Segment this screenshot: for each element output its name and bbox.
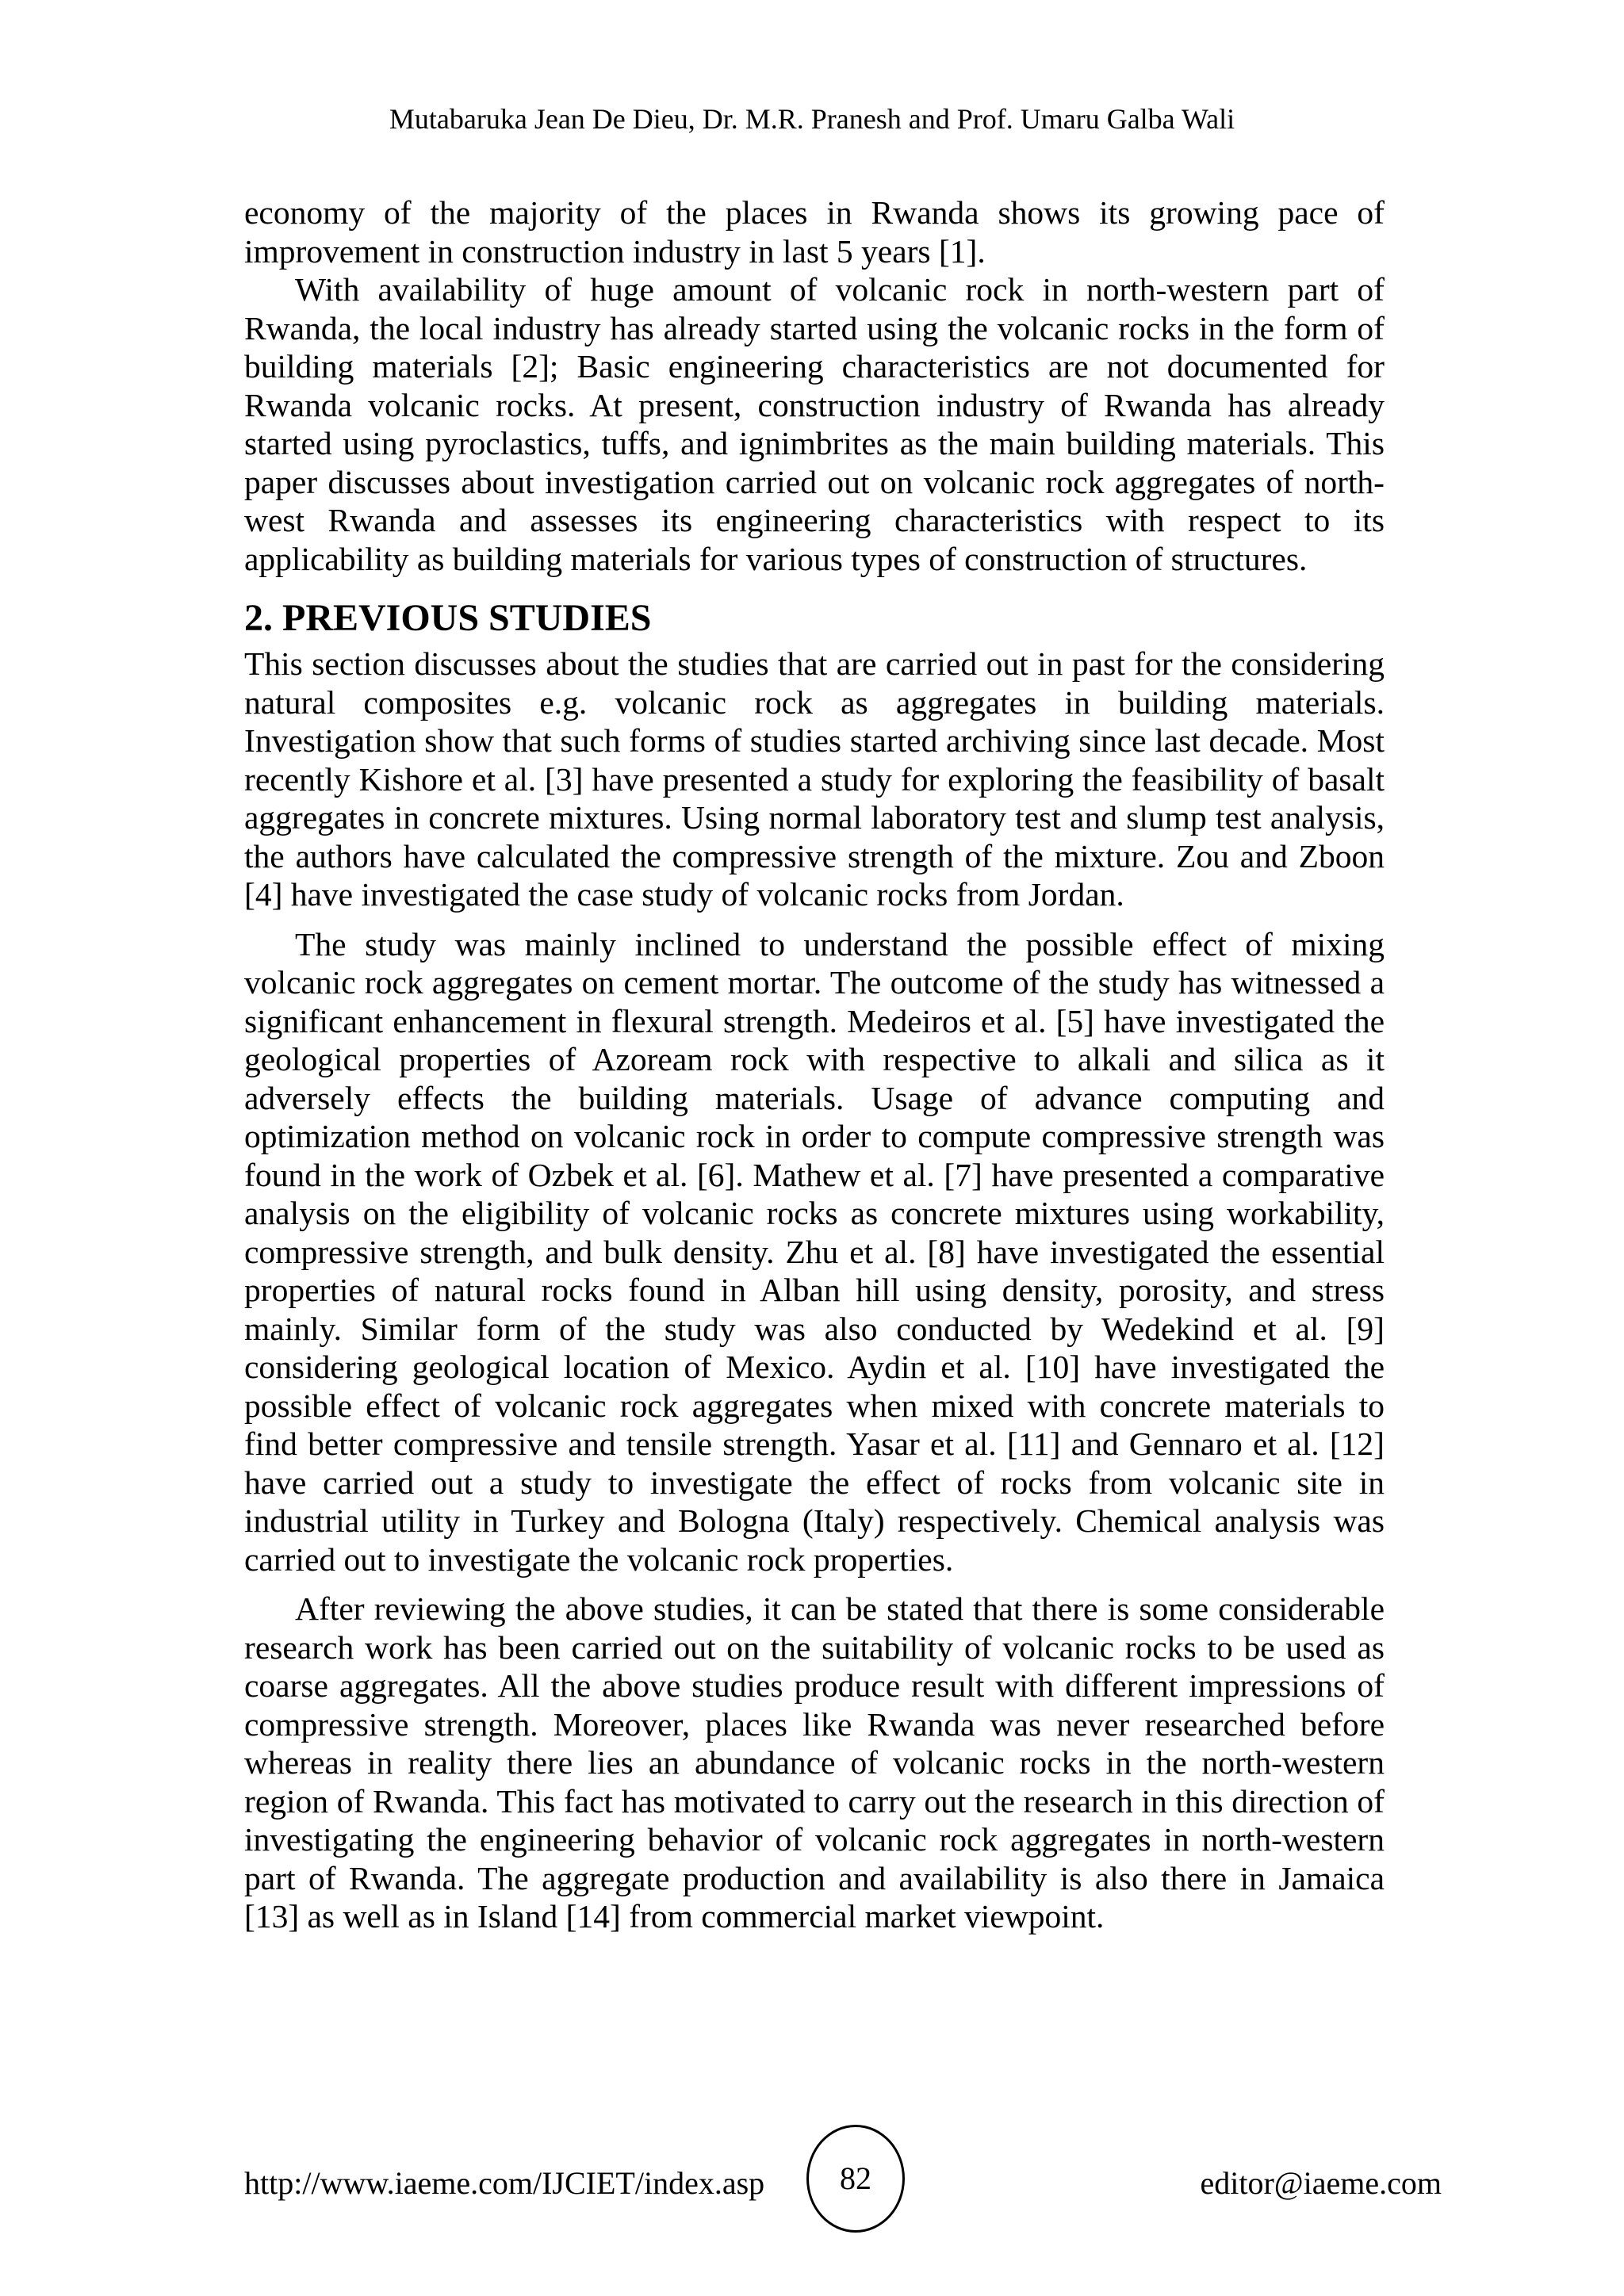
page-footer	[244, 2125, 1442, 2236]
intro-paragraph-continued: economy of the majority of the places in Rwanda shows its growing pace of improvement in construction industry in last 5 years [1].	[244, 194, 1385, 270]
intro-paragraph: With availability of huge amount of volcanic rock in north-western part of Rwanda, the local industry has already started using the volcanic rocks in the form of building materials [2]; Basic engineering characteristics are not documented for Rwanda volcanic rocks. At present, construction industry of Rwanda has already started using pyroclastics, tuffs, and ignimbrites as the main building materials. This paper discusses about investigation carried out on volcanic rock aggregates of north-west Rwanda and assesses its engineering characteristics with respect to its applicability as building materials for various types of construction of structures.	[244, 271, 1385, 577]
footer-email-link[interactable]: editor@iaeme.com	[1200, 2165, 1442, 2201]
section-paragraph: After reviewing the above studies, it can be stated that there is some considerable research work has been carried out on the suitability of volcanic rocks to be used as coarse aggregates. All the above studies produce result with different impressions of compressive strength. Moreover, places like Rwanda was never researched before whereas in reality there lies an abundance of volcanic rocks in the north-western region of Rwanda. This fact has motivated to carry out the research in this direction of investigating the engineering behavior of volcanic rock aggregates in north-western part of Rwanda. The aggregate production and availability is also there in Jamaica [13] as well as in Island [14] from commercial market viewpoint.	[244, 1590, 1385, 1934]
section-paragraph: This section discusses about the studies that are carried out in past for the considering natural composites e.g. volcanic rock as aggregates in building materials. Investigation show that such forms of studies started archiving since last decade. Most recently Kishore et al. [3] have presented a study for exploring the feasibility of basalt aggregates in concrete mixtures. Using normal laboratory test and slump test analysis, the authors have calculated the compressive strength of the mixture. Zou and Zboon [4] have investigated the case study of volcanic rocks from Jordan.	[244, 645, 1385, 913]
section-paragraph: The study was mainly inclined to understand the possible effect of mixing volcanic rock aggregates on cement mortar. The outcome of the study has witnessed a significant enhancement in flexural strength. Medeiros et al. [5] have investigated the geological properties of Azoream rock with respective to alkali and silica as it adversely effects the building materials. Usage of advance computing and optimization method on volcanic rock in order to compute compressive strength was found in the work of Ozbek et al. [6]. Mathew et al. [7] have presented a comparative analysis on the eligibility of volcanic rocks as concrete mixtures using workability, compressive strength, and bulk density. Zhu et al. [8] have investigated the essential properties of natural rocks found in Alban hill using density, porosity, and stress mainly. Similar form of the study was also conducted by Wedekind et al. [9] considering geological location of Mexico. Aydin et al. [10] have investigated the possible effect of volcanic rock aggregates when mixed with concrete materials to find better compressive and tensile strength. Yasar et al. [11] and Gennaro et al. [12] have carried out a study to investigate the effect of rocks from volcanic site in industrial utility in Turkey and Bologna (Italy) respectively. Chemical analysis was carried out to investigate the volcanic rock properties.	[244, 925, 1385, 1578]
running-header: Mutabaruka Jean De Dieu, Dr. M.R. Pranesh and Prof. Umaru Galba Wali	[389, 103, 1235, 135]
page-number-circle	[806, 2125, 905, 2233]
section-heading: 2. PREVIOUS STUDIES	[244, 597, 652, 639]
page-number: 82	[840, 2160, 871, 2196]
body-text	[244, 193, 1385, 1936]
footer-url-link[interactable]: http://www.iaeme.com/IJCIET/index.asp	[244, 2165, 765, 2201]
